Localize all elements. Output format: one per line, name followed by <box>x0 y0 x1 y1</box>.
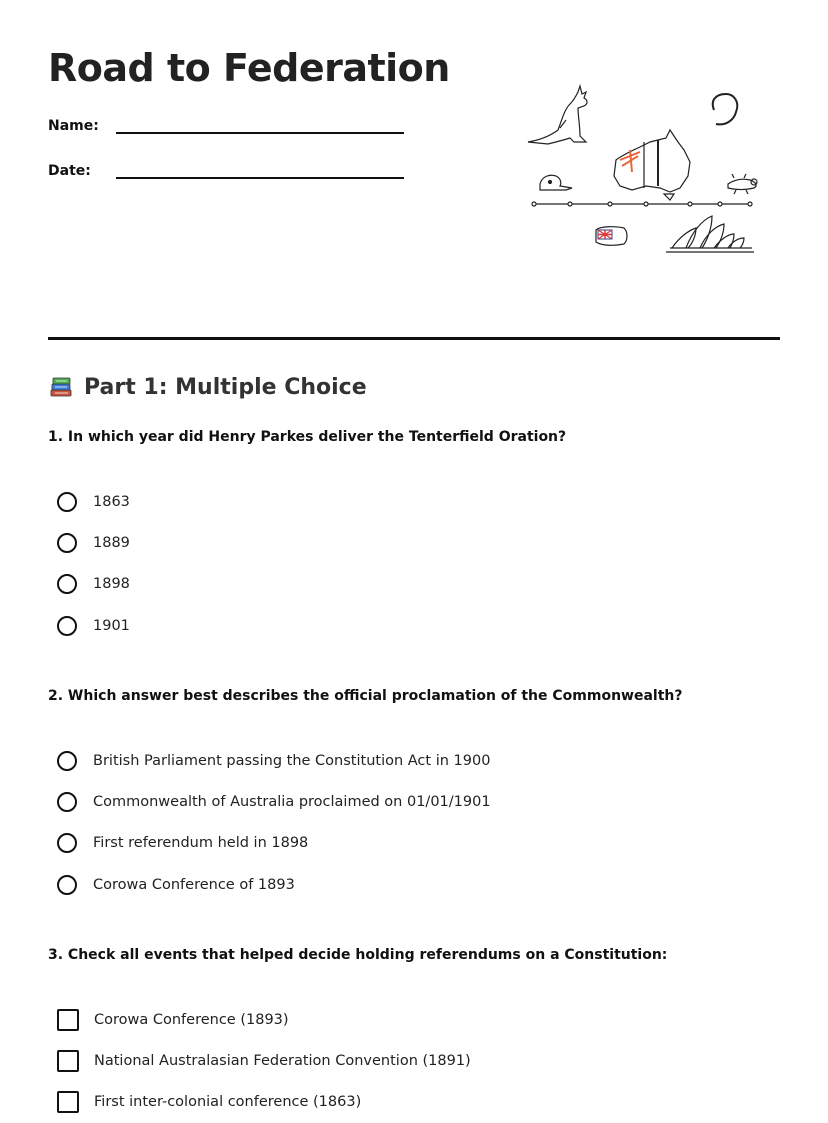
books-icon <box>48 374 74 400</box>
option-label: Corowa Conference of 1893 <box>93 876 295 893</box>
question-3: 3. Check all events that helped decide holding referendums on a Constitution: <box>48 947 668 963</box>
answer-option[interactable] <box>57 564 130 605</box>
platypus-icon <box>540 175 572 190</box>
question-1-options <box>57 481 130 647</box>
question-2: 2. Which answer best describes the official proclamation of the Commonwealth? <box>48 688 683 704</box>
question-1: 1. In which year did Henry Parkes deliver the Tenterfield Oration? <box>48 429 567 445</box>
answer-option[interactable] <box>57 864 491 905</box>
option-label: Corowa Conference (1893) <box>94 1011 289 1028</box>
option-label: 1901 <box>93 617 130 634</box>
option-label: British Parliament passing the Constitution Act in 1900 <box>93 752 491 769</box>
option-label: 1898 <box>93 576 130 593</box>
question-3-options <box>57 999 471 1123</box>
answer-option[interactable] <box>57 823 491 864</box>
answer-option[interactable] <box>57 1040 471 1081</box>
option-label: National Australasian Federation Convention (1891) <box>94 1053 471 1070</box>
name-label: Name: <box>48 118 99 134</box>
answer-option[interactable] <box>57 481 130 522</box>
question-2-options <box>57 740 491 906</box>
kangaroo-icon <box>528 86 587 144</box>
option-label: 1863 <box>93 493 130 510</box>
checkbox[interactable] <box>57 1091 79 1113</box>
opera-house-icon <box>666 216 754 252</box>
option-label: Commonwealth of Australia proclaimed on 01/01/1901 <box>93 794 491 811</box>
option-label: 1889 <box>93 535 130 552</box>
radio-button[interactable] <box>57 833 77 853</box>
date-label: Date: <box>48 163 91 179</box>
australia-map-icon <box>614 130 690 200</box>
name-answer-line[interactable] <box>116 132 404 134</box>
option-label: First referendum held in 1898 <box>93 835 309 852</box>
checkbox[interactable] <box>57 1050 79 1072</box>
section-divider <box>48 337 780 340</box>
radio-button[interactable] <box>57 792 77 812</box>
date-answer-line[interactable] <box>116 177 404 179</box>
radio-button[interactable] <box>57 533 77 553</box>
radio-button[interactable] <box>57 492 77 512</box>
option-label: First inter-colonial conference (1863) <box>94 1094 362 1111</box>
boomerang-icon <box>713 94 738 124</box>
answer-option[interactable] <box>57 781 491 822</box>
answer-option[interactable] <box>57 740 491 781</box>
flag-icon <box>596 227 627 246</box>
answer-option[interactable] <box>57 522 130 563</box>
lizard-icon <box>728 174 757 194</box>
answer-option[interactable] <box>57 605 130 646</box>
section-heading <box>48 374 367 400</box>
radio-button[interactable] <box>57 616 77 636</box>
section-heading-text: Part 1: Multiple Choice <box>84 374 367 400</box>
checkbox[interactable] <box>57 1009 79 1031</box>
worksheet-title: Road to Federation <box>48 46 450 90</box>
radio-button[interactable] <box>57 574 77 594</box>
radio-button[interactable] <box>57 751 77 771</box>
timeline-icon <box>532 202 752 206</box>
radio-button[interactable] <box>57 875 77 895</box>
answer-option[interactable] <box>57 1082 471 1123</box>
answer-option[interactable] <box>57 999 471 1040</box>
federation-illustration <box>520 80 770 260</box>
